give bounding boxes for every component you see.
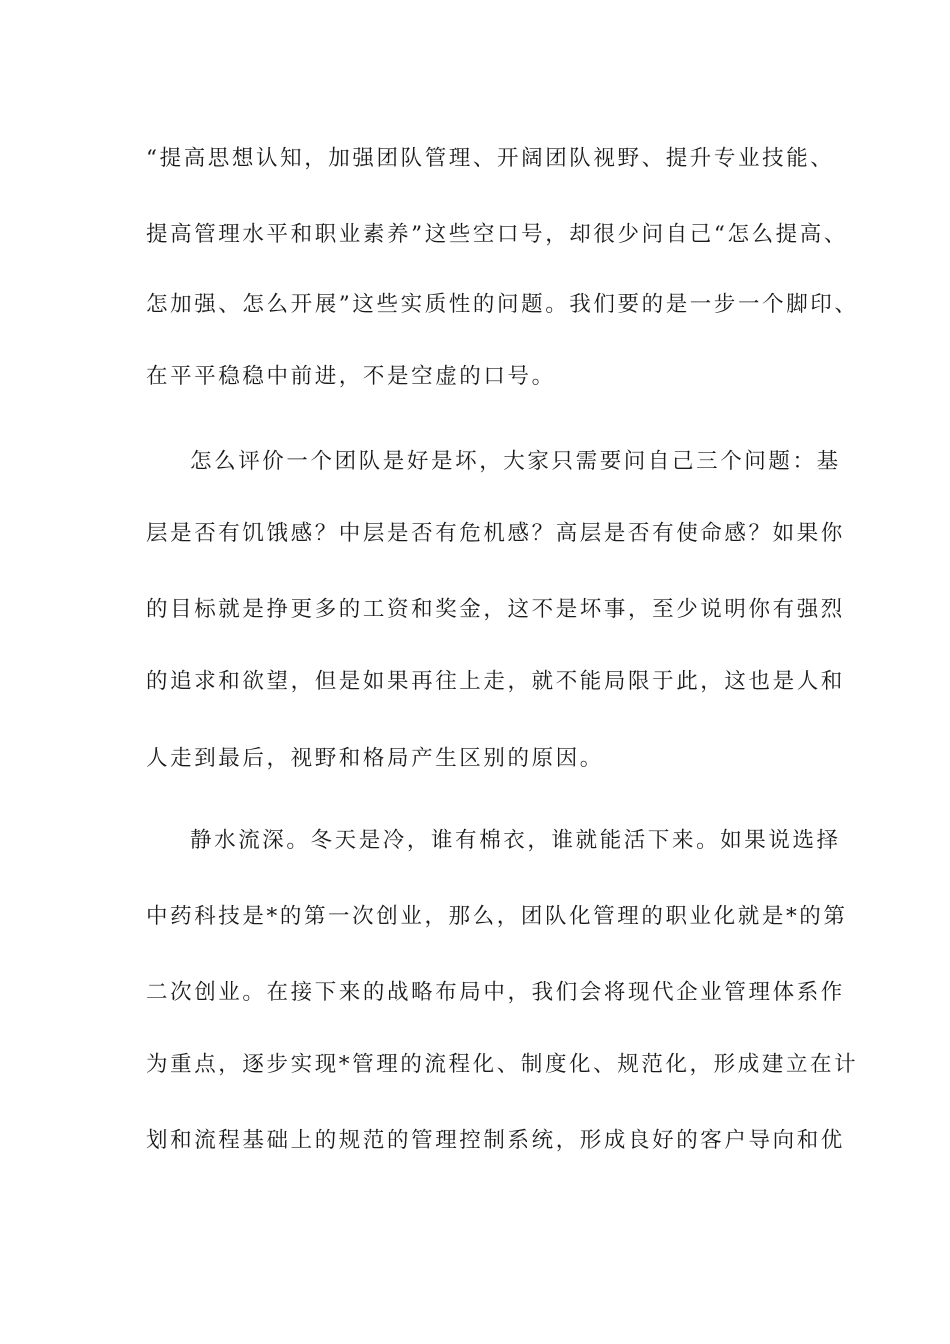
paragraph-line: 静水流深。冬天是冷，谁有棉衣，谁就能活下来。如果说选择 bbox=[190, 828, 841, 853]
paragraph-line: 怎加强、怎么开展”这些实质性的问题。我们要的是一步一个脚印、 bbox=[146, 292, 859, 317]
paragraph-line: 怎么评价一个团队是好是坏，大家只需要问自己三个问题：基 bbox=[190, 449, 841, 474]
paragraph-line: 二次创业。在接下来的战略布局中，我们会将现代企业管理体系作 bbox=[146, 980, 845, 1005]
paragraph-line: “提高思想认知，加强团队管理、开阔团队视野、提升专业技能、 bbox=[146, 146, 835, 171]
paragraph-line: 中药科技是*的第一次创业，那么，团队化管理的职业化就是*的第 bbox=[146, 904, 848, 929]
paragraph-line: 人走到最后，视野和格局产生区别的原因。 bbox=[146, 746, 604, 771]
paragraph-line: 在平平稳稳中前进，不是空虚的口号。 bbox=[146, 364, 556, 389]
paragraph-line: 层是否有饥饿感？中层是否有危机感？高层是否有使命感？如果你 bbox=[146, 521, 845, 546]
paragraph-line: 的追求和欲望，但是如果再往上走，就不能局限于此，这也是人和 bbox=[146, 669, 845, 694]
paragraph-line: 的目标就是挣更多的工资和奖金，这不是坏事，至少说明你有强烈 bbox=[146, 597, 845, 622]
paragraph-line: 提高管理水平和职业素养”这些空口号，却很少问自己“怎么提高、 bbox=[146, 222, 848, 247]
paragraph-line: 为重点，逐步实现*管理的流程化、制度化、规范化，形成建立在计 bbox=[146, 1052, 859, 1077]
paragraph-line: 划和流程基础上的规范的管理控制系统，形成良好的客户导向和优 bbox=[146, 1128, 845, 1153]
